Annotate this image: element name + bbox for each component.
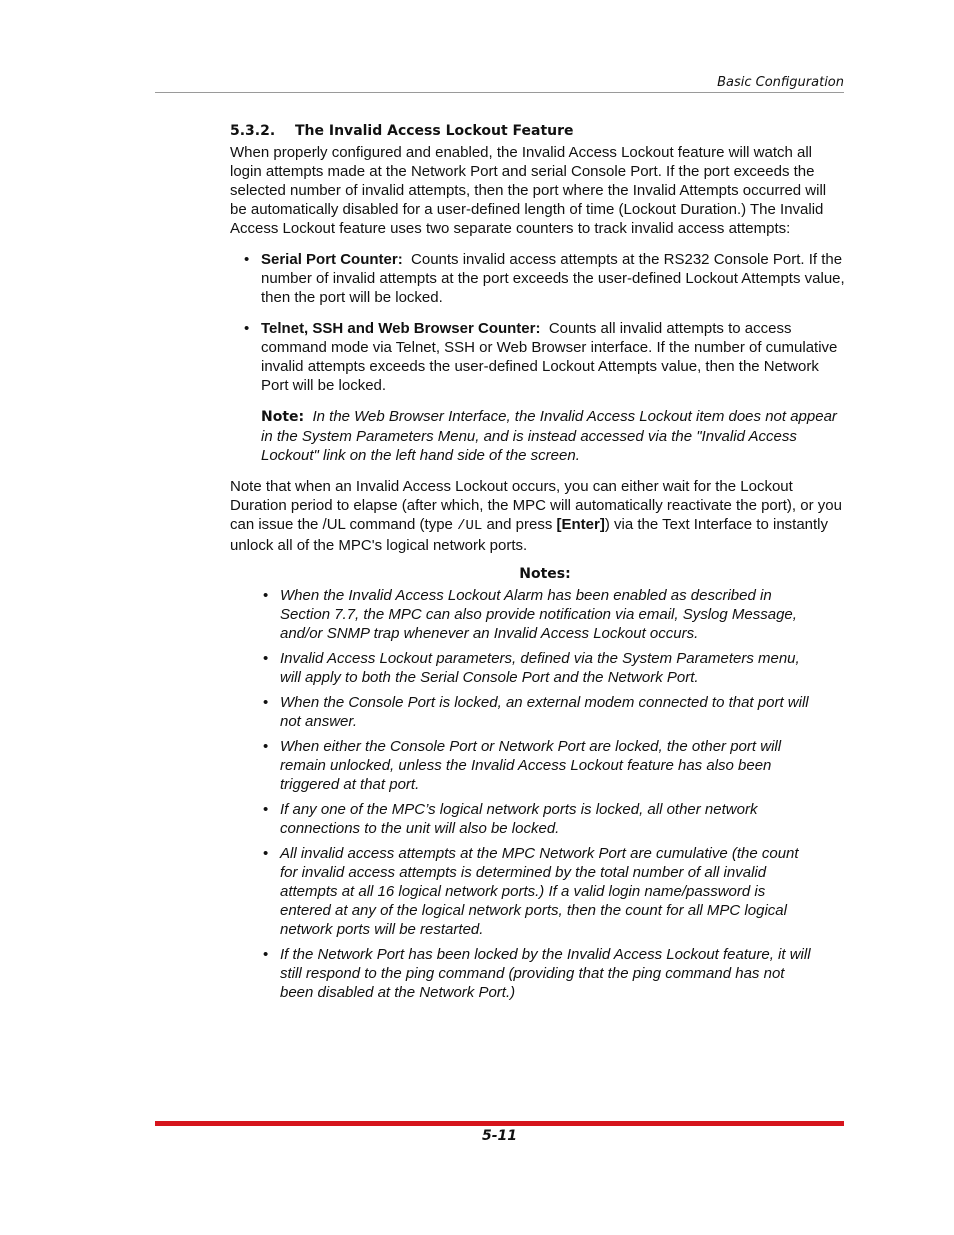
notes-list bbox=[230, 586, 846, 1002]
intro-paragraph: When properly configured and enabled, the Invalid Access Lockout feature will watch all login attempts made at the Network Port and serial Console Port. If the port exceeds the selected number of invalid attempts, then the port where the Invalid Attempts occurred will be automatically disabled for a user-defined length of time (Lockout Duration.) The Invalid Access Lockout feature uses two separate counters to track invalid access attempts: bbox=[230, 144, 827, 237]
unlock-command: /UL bbox=[457, 518, 483, 534]
notes-heading: Notes: bbox=[519, 566, 571, 582]
section-title: The Invalid Access Lockout Feature bbox=[295, 123, 574, 139]
counter-label: Telnet, SSH and Web Browser Counter: bbox=[261, 320, 541, 337]
note-item: • When either the Console Port or Network Port are locked, the other port will remain unlocked, unless the Invalid Access Lockout feature has also been triggered at that port. bbox=[230, 737, 846, 794]
note-item: • All invalid access attempts at the MPC Network Port are cumulative (the count for invalid access attempts is determined by the total number of all invalid attempts at all 16 logical network ports.) If a valid login name/password is entered at any of the logical network ports, then the count for all MPC logical network ports will be restarted. bbox=[230, 844, 846, 939]
unlock-text-middle: and press bbox=[482, 516, 557, 533]
counter-list bbox=[230, 250, 846, 395]
footer-rule bbox=[155, 1121, 844, 1126]
note-text-before: In the Web Browser Interface, the Invalid Access Lockout item does not appear in the System Parameters Menu, and is instead accessed via the " bbox=[261, 408, 837, 445]
note-text-after: " link on the left hand side of the screen. bbox=[313, 447, 580, 464]
note-item: • Invalid Access Lockout parameters, defined via the System Parameters menu, will apply to both the Serial Console Port and the Network Port. bbox=[230, 649, 846, 687]
page-content bbox=[230, 122, 846, 1008]
section-heading bbox=[230, 122, 846, 140]
note-item: • If any one of the MPC’s logical network ports is locked, all other network connections to the unit will also be locked. bbox=[230, 800, 846, 838]
counter-text: Counts invalid access attempts at the RS232 Console Port. If the number of invalid attempts at the port exceeds the user-defined Lockout Attempts value, then the port will be locked. bbox=[261, 251, 845, 306]
note-item: • When the Console Port is locked, an external modem connected to that port will not answer. bbox=[230, 693, 846, 731]
list-item bbox=[230, 250, 846, 307]
unlock-text-before: Note that when an Invalid Access Lockout occurs, you can either wait for the Lockout Duration period to elapse (after which, the MPC will automatically reactivate the port), or you can issue the /UL command (type bbox=[230, 478, 842, 533]
counter-text: Counts all invalid attempts to access command mode via Telnet, SSH or Web Browser interface. If the number of cumulative invalid attempts exceeds the user-defined Lockout Attempts value, then the Network Port will be locked. bbox=[261, 320, 838, 394]
section-number: 5.3.2. bbox=[230, 123, 276, 139]
web-interface-note bbox=[230, 407, 846, 465]
unlock-paragraph bbox=[230, 477, 846, 555]
page-number: 5-11 bbox=[481, 1128, 518, 1144]
note-item: • When the Invalid Access Lockout Alarm has been enabled as described in Section 7.7, the MPC can also provide notification via email, Syslog Message, and/or SNMP trap whenever an Invalid Access Lockout occurs. bbox=[230, 586, 846, 643]
note-link-text: Invalid Access Lockout bbox=[261, 428, 797, 464]
note-label: Note: bbox=[261, 409, 305, 425]
unlock-text-after: ) via the Text Interface to instantly unlock all of the MPC's logical network ports. bbox=[230, 516, 829, 554]
note-item: • If the Network Port has been locked by the Invalid Access Lockout feature, it will still respond to the ping command (providing that the ping command has not been disabled at the Network Port.) bbox=[230, 945, 846, 1002]
enter-key: [Enter] bbox=[556, 516, 605, 533]
counter-label: Serial Port Counter: bbox=[261, 251, 403, 268]
header-divider bbox=[155, 92, 844, 93]
list-item bbox=[230, 319, 846, 395]
running-header: Basic Configuration bbox=[717, 75, 844, 90]
